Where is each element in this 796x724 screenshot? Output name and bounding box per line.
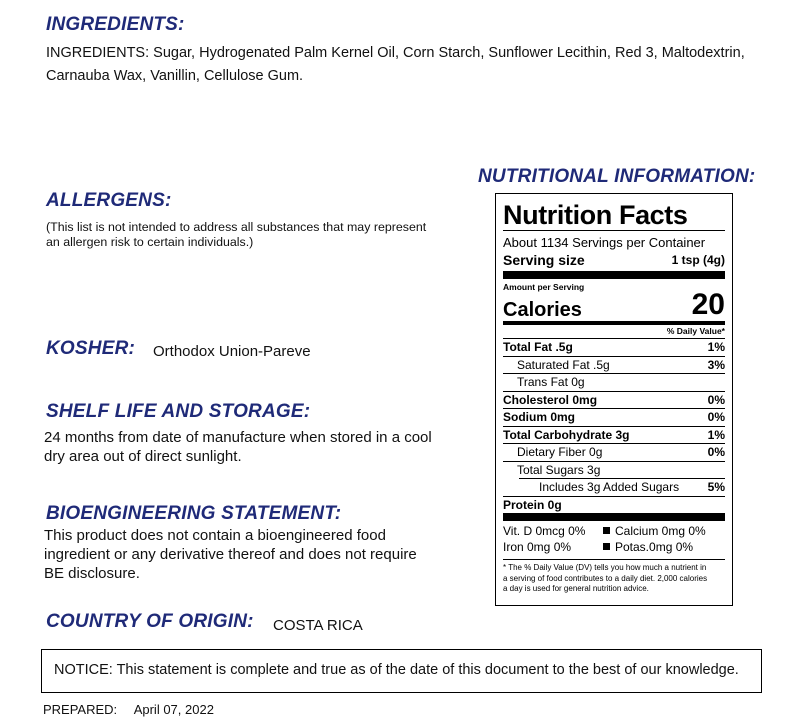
allergens-note: [46, 220, 466, 250]
nutrient-name: Total Fat .5g: [503, 340, 573, 354]
calories-value: 20: [691, 288, 725, 321]
ingredients-text: [46, 42, 766, 88]
nutrient-name: Trans Fat 0g: [517, 375, 585, 389]
prepared-label: PREPARED:: [43, 702, 118, 717]
nutrient-dv: 1%: [707, 340, 725, 354]
nutrient-row-dietary-fiber: [503, 443, 725, 461]
potassium: Potas.0mg 0%: [603, 540, 725, 556]
nutrient-row-protein: [503, 496, 725, 514]
ingredients-line-1: INGREDIENTS: Sugar, Hydrogenated Palm Kernel Oil, Corn Starch, Sunflower Lecithin, Red 3, Maltodextrin,: [46, 45, 745, 61]
nutrient-row-total-carbohydrate: [503, 426, 725, 444]
nutrient-row-total-sugars: [503, 461, 725, 479]
shelf-life-text: [44, 428, 474, 466]
nutrition-facts-title: Nutrition Facts: [503, 200, 688, 230]
nutritional-information-heading: NUTRITIONAL INFORMATION:: [478, 166, 756, 187]
bioengineering-line-1: This product does not contain a bioengineered food: [44, 527, 386, 544]
servings-per-container: About 1134 Servings per Container: [503, 235, 706, 250]
nutrient-dv: 3%: [707, 357, 725, 372]
calcium: Calcium 0mg 0%: [603, 524, 725, 540]
nutrition-facts-panel: [495, 193, 733, 606]
nutrient-name: Includes 3g Added Sugars: [539, 480, 680, 494]
nutrient-row-sodium: [503, 408, 725, 426]
country-of-origin-value: COSTA RICA: [273, 617, 363, 634]
daily-value-header: % Daily Value*: [666, 326, 725, 336]
nutrient-dv: 0%: [707, 392, 725, 407]
nutrient-row-cholesterol: [503, 391, 725, 409]
ingredients-line-2: Carnauba Wax, Vanillin, Cellulose Gum.: [46, 68, 304, 84]
shelf-life-heading: SHELF LIFE AND STORAGE:: [46, 401, 311, 422]
ingredients-heading: INGREDIENTS:: [46, 14, 185, 35]
bioengineering-line-3: BE disclosure.: [44, 565, 140, 582]
notice-box: NOTICE: This statement is complete and true as of the date of this document to the best of our knowledge.: [41, 649, 762, 693]
allergens-heading: ALLERGENS:: [46, 190, 172, 211]
prepared-date: April 07, 2022: [133, 702, 214, 717]
calories-label: Calories: [503, 299, 582, 321]
nutrient-name: Sodium 0mg: [503, 410, 576, 424]
serving-size-row: [503, 251, 725, 269]
nutrient-name: Total Carbohydrate 3g: [503, 427, 630, 442]
daily-value-footnote: [503, 559, 725, 595]
nutrient-name: Cholesterol 0mg: [503, 392, 598, 407]
vitamin-d: Vit. D 0mcg 0%: [503, 524, 586, 538]
serving-size-value: 1 tsp (4g): [671, 253, 725, 267]
calories-row: [503, 289, 725, 321]
nutrient-dv: 1%: [707, 427, 725, 442]
kosher-heading: KOSHER:: [46, 338, 136, 359]
shelf-life-line-2: dry area out of direct sunlight.: [44, 448, 242, 465]
nutrient-dv: 0%: [707, 445, 725, 459]
amount-per-serving: Amount per Serving: [503, 282, 585, 292]
nutrient-row-added-sugars: [519, 478, 725, 496]
bioengineering-line-2: ingredient or any derivative thereof and does not require: [44, 546, 417, 563]
bioengineering-text: [44, 526, 474, 583]
bullet-square-icon: [603, 527, 610, 534]
shelf-life-line-1: 24 months from date of manufacture when stored in a cool: [44, 429, 432, 446]
kosher-value: Orthodox Union-Pareve: [153, 343, 311, 360]
footnote-line-1: * The % Daily Value (DV) tells you how much a nutrient in: [503, 563, 707, 572]
allergens-note-line-1: (This list is not intended to address all substances that may represent: [46, 220, 427, 234]
footnote-line-2: a serving of food contributes to a daily diet. 2,000 calories: [503, 573, 708, 583]
bioengineering-heading: BIOENGINEERING STATEMENT:: [46, 503, 342, 524]
country-of-origin-heading: COUNTRY OF ORIGIN:: [46, 611, 254, 632]
prepared-line: [43, 700, 214, 719]
nutrient-row-total-fat: [503, 338, 725, 356]
bullet-square-icon: [603, 543, 610, 550]
nutrient-name: Total Sugars 3g: [517, 462, 601, 477]
nutrient-name: Saturated Fat .5g: [517, 357, 610, 372]
nutrient-row-trans-fat: [503, 373, 725, 391]
nutrient-dv: 0%: [707, 410, 725, 424]
nutrient-row-saturated-fat: [503, 356, 725, 374]
vitamins-grid: [503, 524, 725, 555]
nutrient-dv: 5%: [707, 480, 725, 494]
serving-size-label: Serving size: [503, 252, 585, 268]
nutrient-name: Dietary Fiber 0g: [517, 445, 603, 459]
iron: Iron 0mg 0%: [503, 539, 572, 554]
nutrient-name: Protein 0g: [503, 497, 562, 512]
allergens-note-line-2: an allergen risk to certain individuals.): [46, 235, 254, 249]
footnote-line-3: a day is used for general nutrition advice.: [503, 584, 649, 593]
